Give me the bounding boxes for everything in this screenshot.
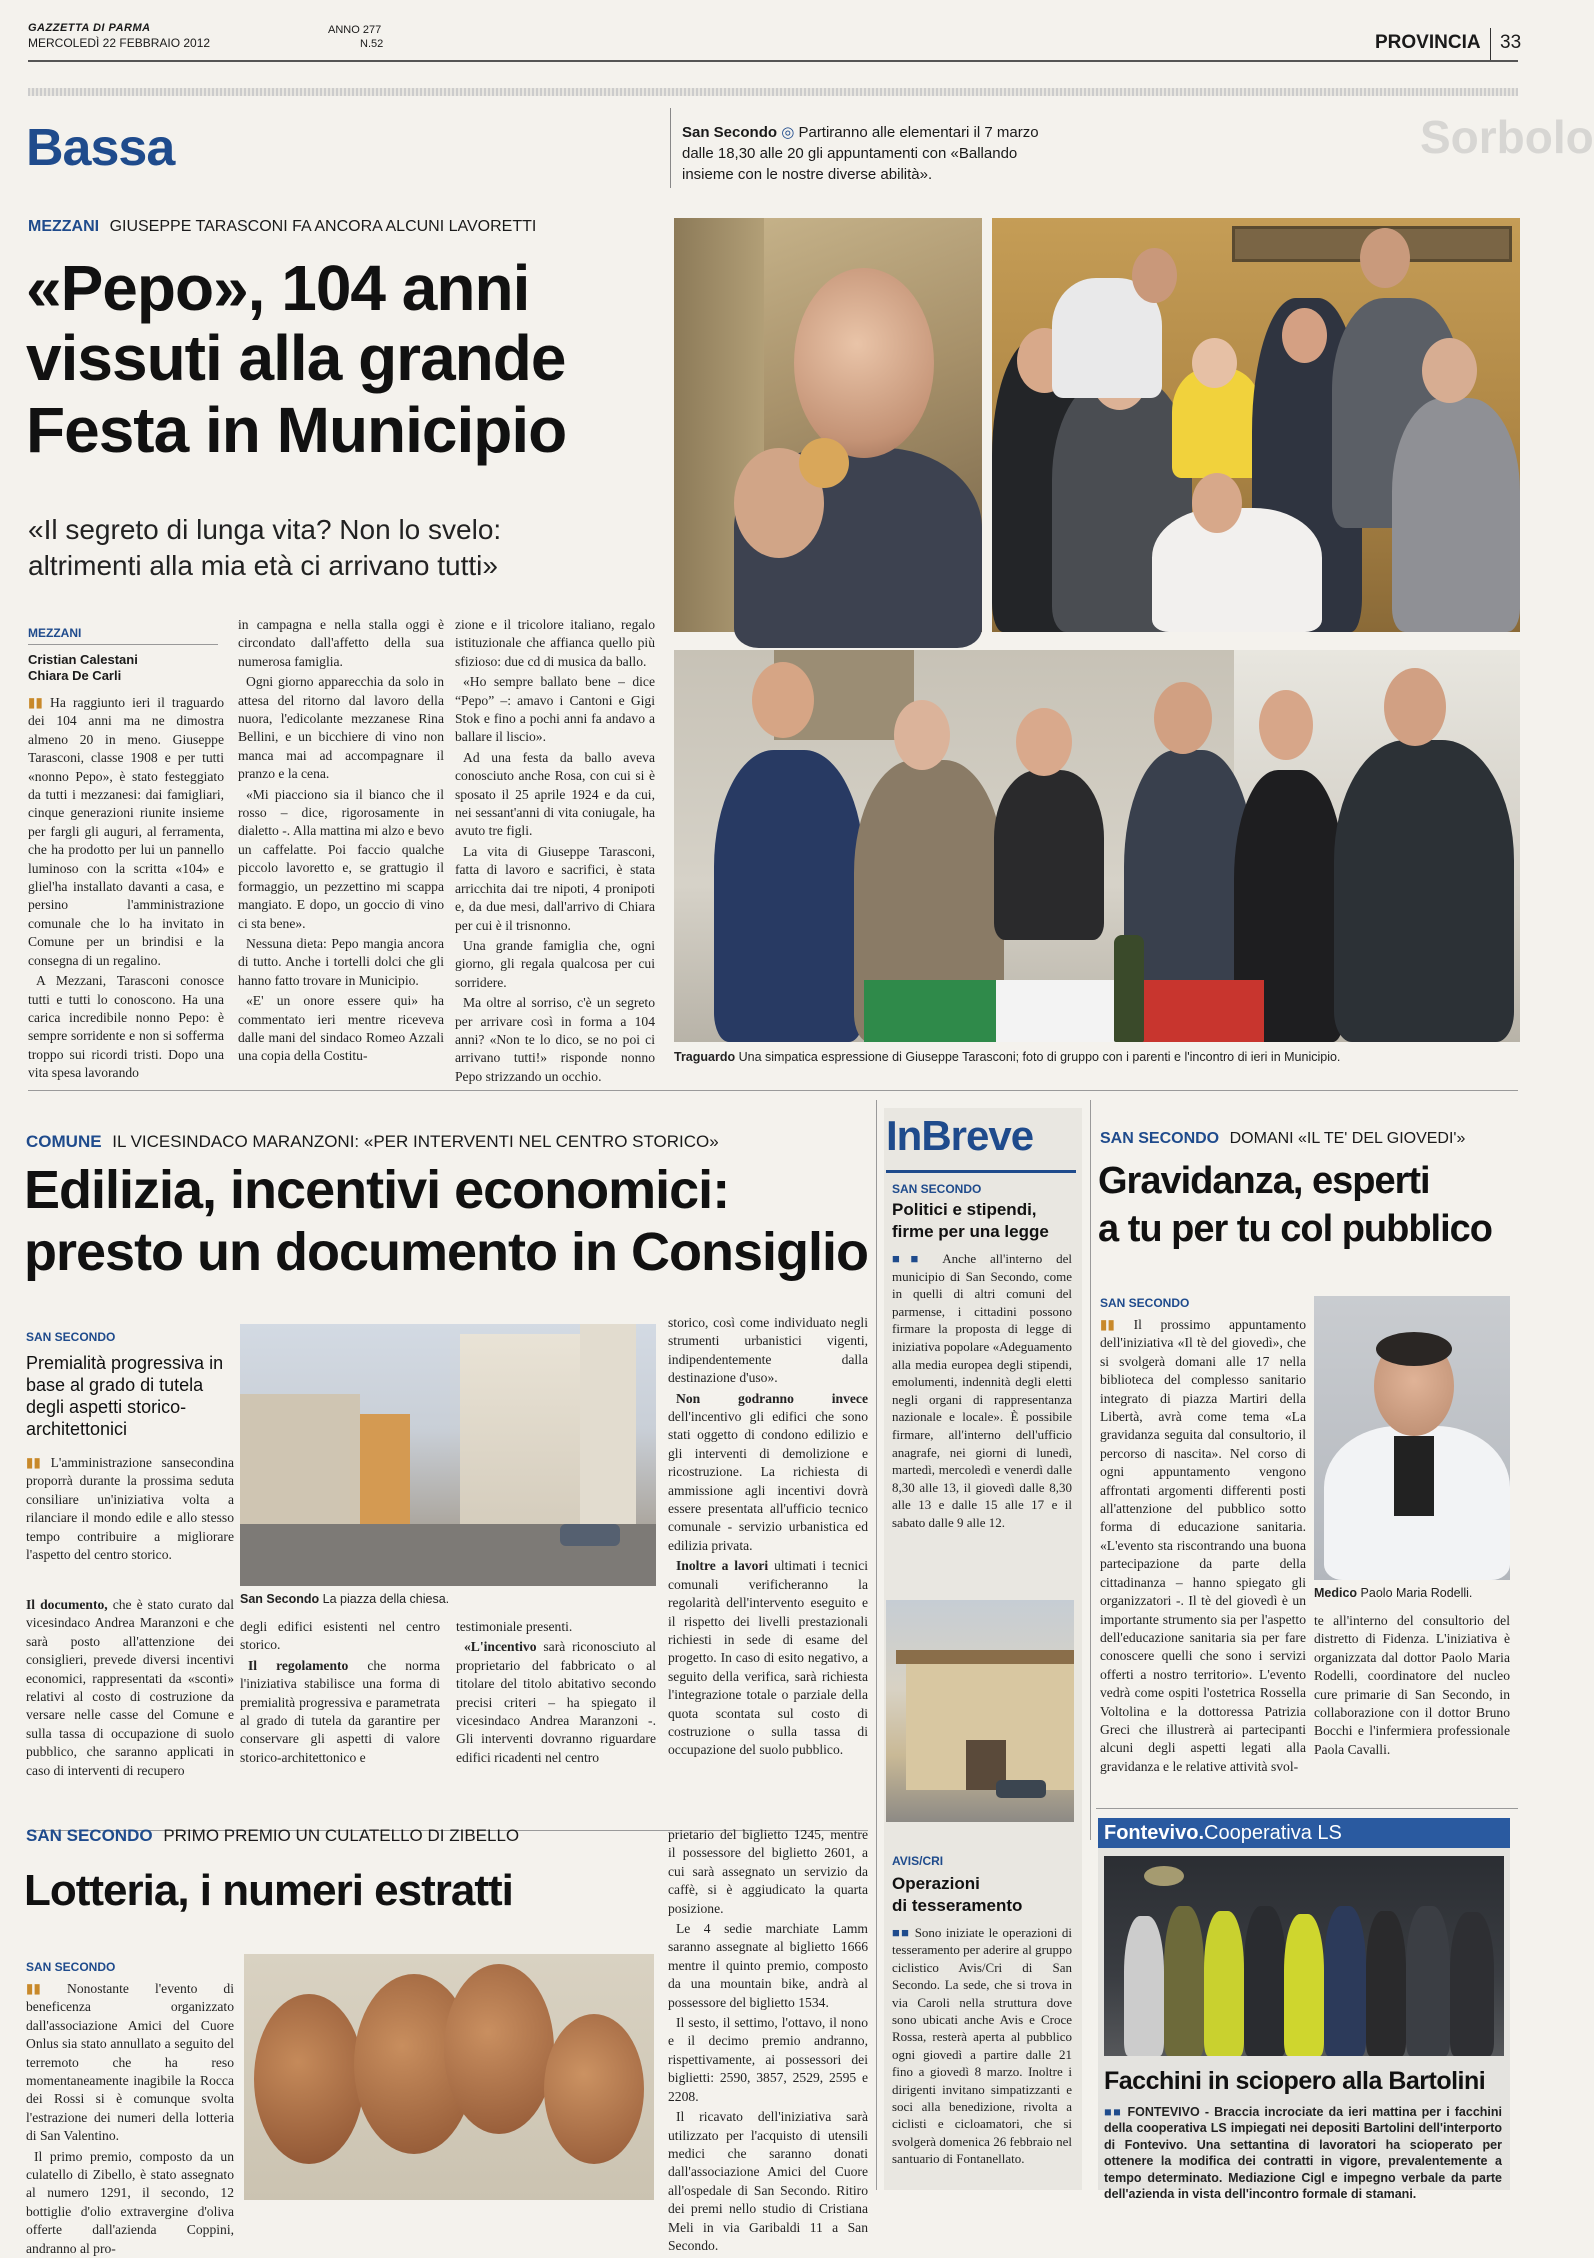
lotteria-body-4: Le 4 sedie marchiate Lamm saranno assegnate al biglietto 1666 mentre il quinto premio, composto da una mountain bike, andrà al possessore del biglietto 1534. xyxy=(668,1921,868,2010)
pepo-subhead-2: altrimenti alla mia età ci arrivano tutti» xyxy=(28,550,498,581)
edilizia-body2b-bold: Il regolamento xyxy=(248,1657,349,1673)
pepo-byline-place: MEZZANI xyxy=(28,626,82,640)
page-number: 33 xyxy=(1500,32,1522,53)
striker-5 xyxy=(1284,1914,1324,2056)
doctor-shirt xyxy=(1394,1436,1434,1516)
edilizia-side-text: ▮▮ L'amministrazione sansecondina proporrà durante la prossima seduta consiliare un'iniziativa volta a rilanciare il mondo edile e allo stesso tempo contribuire a migliorare l'aspetto del centro storico. xyxy=(26,1455,234,1563)
photo-strike xyxy=(1104,1856,1504,2056)
gravidanza-body-1: Il prossimo appuntamento dell'iniziativa «Il tè del giovedì», che si svolgerà domani alle 17 nella biblioteca del complesso sanitario integrato di piazza Martiri della Libertà, avrà come tema «La gravidanza seguita dal consultorio, il percorso di nascita». Nel corso di ogni appuntamento vengono affrontati argomenti differenti posti all'attenzione del pubblico sotto forma di educazione sanitaria. «L'evento sta riscontrando una buona partecipazione da parte della cittadinanza – hanno spiegato gli organizzatori -. Il tè del giovedì è un importante strumento sia per l'aspetto dell'educazione sanitaria sia per fare conoscere quelli che sono i servizi offerti a nostro territorio». L'evento vedrà come ospiti l'ostetrica Rossella Voltolina e la dottoressa Patrizia Greci che illustrerà ai partecipanti alcuni degli aspetti legati alla gravidanza e le relative attività svol- xyxy=(1100,1317,1306,1774)
pepo-kicker xyxy=(28,218,536,236)
photo-family xyxy=(992,218,1520,632)
notice-text: Partiranno alle elementari il 7 marzo dalle 18,30 alle 20 gli appuntamenti con «Ballando insieme con le nostre diverse abilità». xyxy=(682,124,1039,183)
photo-church-square xyxy=(240,1324,656,1586)
family-face-child xyxy=(1192,338,1237,388)
pepo-col3-p2: «Ho sempre ballato bene – dice “Pepo” –: amavo i Cantoni e Gigi Stok e fino a pochi anni fa andavo a ballare il liscio». xyxy=(455,674,655,745)
pepo-headline-2: vissuti alla grande xyxy=(26,322,566,394)
lotteria-kicker-text: PRIMO PREMIO UN CULATELLO DI ZIBELLO xyxy=(163,1826,520,1845)
pepo-headline-3: Festa in Municipio xyxy=(26,394,567,466)
building-orange xyxy=(360,1414,410,1524)
edilizia-body3b-bold: «L'incentivo xyxy=(464,1639,537,1655)
inbreve-left-rule xyxy=(876,1100,877,2190)
family-face-5 xyxy=(1360,228,1410,288)
muni-mayor xyxy=(714,750,864,1042)
pepo-face xyxy=(794,268,934,458)
edilizia-body4-text: storico, così come individuato negli strumenti urbanistici vigenti, indipendentemente dalla destinazione d'uso». xyxy=(668,1315,868,1386)
muni-woman-1 xyxy=(994,770,1104,940)
parked-car xyxy=(560,1524,620,1546)
culatello-1 xyxy=(254,1994,364,2164)
muni-face-mayor xyxy=(752,662,814,738)
family-mother xyxy=(1152,508,1322,632)
lotteria-body-6: Il ricavato dell'iniziativa sarà utilizzato per l'acquisto di utensili medici che saranno donati dall'associazione Amici del Cuore all'ospedale di San Secondo. Ritiro dei premi nello studio di Cristiana Meli in via Garibaldi 11 a San Secondo. xyxy=(668,2109,868,2253)
pepo-col3-p4: La vita di Giuseppe Tarasconi, fatta di lavoro e sacrifici, è stata arricchita dai tre nipoti, 4 pronipoti e, da due mesi, dall'arrivo di Chiara per cui è il trisnonno. xyxy=(455,843,655,933)
lotteria-col-2 xyxy=(668,1826,868,2253)
striker-6 xyxy=(1324,1906,1366,2056)
pepo-column-3 xyxy=(455,616,655,1084)
strike-light xyxy=(1144,1866,1184,1886)
pepo-col3-p3: Ad una festa da ballo aveva conosciuto anche Rosa, con cui si è sposato il 25 aprile 1924 e da cui, nei sessant'anni di vita coniugale, ha avuto tre figli. xyxy=(455,749,655,839)
lotteria-body-3: prietario del biglietto 1245, mentre il possessore del biglietto 2601, a cui sarà assegnato un servizio da caffè, si è aggiudicato la quarta posizione. xyxy=(668,1827,868,1916)
striker-2 xyxy=(1164,1906,1204,2056)
lotteria-headline: Lotteria, i numeri estratti xyxy=(24,1866,513,1915)
inbreve-text-2: ■■ Sono iniziate le operazioni di tesseramento per aderire al gruppo ciclistico Avis/Cri di San Secondo. La sede, che si trova in via Caroli nella struttura dove sono ubicati anche Avis e Croce Rossa, resterà aperta al pubblico ogni giovedì a partire dalle 21 fino a giovedì 8 marzo. Inoltre i dirigenti invitano simpatizzanti e soci alla benedizione, rivolta a ciclisti e cicloamatori, che si svolgerà domenica 26 febbraio nel santuario di Fontanellato. xyxy=(892,1925,1072,2167)
edilizia-caption-text: La piazza della chiesa. xyxy=(322,1592,450,1606)
pepo-caption-bold: Traguardo xyxy=(674,1050,736,1064)
edilizia-headline-1: Edilizia, incentivi economici: xyxy=(24,1160,730,1220)
issue-number: N.52 xyxy=(360,38,384,50)
muni-face-man-3 xyxy=(1384,668,1446,746)
pepo-author-1: Cristian Calestani xyxy=(28,652,138,667)
pepo-column-1: ▮▮ Ha raggiunto ieri il traguardo dei 104 anni ma ne dimostra almeno 20 in meno. Giuseppe Tarasconi, classe 1908 e per tutti «nonno Pepo», è stato festeggiato da tutti i mezzanesi: dai famigliari, cinque generazioni riunite insieme per fargli gli auguri, al ferramenta, che ha prodotto per lui un pannello luminoso con la scritta «104» e gliel'ha installato davanti a casa, e persino l'amministrazione comunale che lo ha invitato in Comune per un brindisi e la consegna di un regalino. A Mezzani, Tarasconi conosce tutti e tutti lo conoscono. Ha una carica incredibile nonno Pepo: è sempre sorridente e non si sofferma troppo sui ricordi tristi. Dopo una vita spesa lavorando xyxy=(28,694,224,1064)
doctor-hair xyxy=(1376,1332,1452,1366)
edilizia-body2b-text: che norma l'iniziativa stabilisce una forma di premialità progressiva e parametrata al grado di tutela da garantire per conservare gli aspetti di valore storico-architettonico e xyxy=(240,1657,440,1765)
culatello-4 xyxy=(544,2014,644,2164)
lower-rule-right xyxy=(1096,1808,1518,1809)
edilizia-side-body: L'amministrazione sansecondina proporrà durante la prossima seduta consiliare un'iniziativa volta a rilanciare il mondo edile e allo stesso tempo contribuire a migliorare l'aspetto del centro storico. xyxy=(26,1455,234,1563)
edilizia-side-place: SAN SECONDO xyxy=(26,1330,116,1344)
fontevivo-band-text: Cooperativa LS xyxy=(1204,1822,1342,1844)
edilizia-side-title: Premialità progressiva in base al grado di tutela degli aspetti storico-architettonici xyxy=(26,1353,224,1439)
lotteria-col-1: ▮▮ Nonostante l'evento di beneficenza organizzato dall'associazione Amici del Cuore Onlus sia stato annullato a seguito del terremoto che ha reso momentaneamente inagibile la Rocca dei Rossi si è comunque svolta l'estrazione dei numeri della lotteria di San Valentino. Il primo premio, composto da un culatello di Zibello, è stato assegnato al numero 1291, il secondo, 12 bottiglie d'olio extravergine d'oliva offerte dall'azienda Coppini, andranno al pro- xyxy=(26,1980,234,2202)
gravidanza-body-2: te all'interno del consultorio del distretto di Fidenza. L'iniziativa è organizzata dal dottor Paolo Maria Rodelli, coordinatore del nucleo cure primarie di San Secondo, in collaborazione con il dottor Bruno Bocchi e l'infermiera professionale Paola Cavalli. xyxy=(1314,1613,1510,1757)
inbreve-head-1: Politici e stipendi, xyxy=(892,1200,1037,1219)
area-title: Bassa xyxy=(26,119,175,177)
edilizia-body4b-text: dell'incentivo gli edifici che sono stati oggetto di condono edilizio e gli interventi di demolizione e ricostruzione. La richiesta di ammissione agli incentivi dovrà essere presentata all'ufficio tecnico comunale - servizio urbanistica ed edilizia privata. xyxy=(668,1409,868,1553)
inbreve-title-rule xyxy=(886,1170,1076,1173)
issue-date: MERCOLEDÌ 22 FEBBRAIO 2012 xyxy=(28,36,211,50)
edilizia-caption xyxy=(240,1592,656,1606)
edilizia-headline-2: presto un documento in Consiglio xyxy=(24,1222,868,1282)
gravidanza-headline-2: a tu per tu col pubblico xyxy=(1098,1208,1492,1250)
gravidanza-headline-1: Gravidanza, esperti xyxy=(1098,1160,1430,1202)
pepo-author-2: Chiara De Carli xyxy=(28,668,122,683)
lotteria-body-5: Il sesto, il settimo, l'ottavo, il nono e il decimo premio andranno, rispettivamente, ai possessori dei biglietti: 2590, 3857, 2529, 2595 e 2208. xyxy=(668,2015,868,2104)
striker-8 xyxy=(1406,1906,1450,2056)
inbreve-body-2: Sono iniziate le operazioni di tesseramento per aderire al gruppo ciclistico Avis/Cri di San Secondo. La sede, che si trova in via Caroli nella struttura dove sono ubicati anche Avis e Croce Rossa, resterà aperta al pubblico ogni giovedì a partire dalle 21 fino a giovedì 8 marzo. Inoltre i dirigenti invitano simpatizzanti e soci alla benedizione, rivolta a ciclisti e cicloamatori, che si svolgerà domenica 26 febbraio nel santuario di Fontanellato. xyxy=(892,1925,1072,2167)
gravidanza-kicker xyxy=(1100,1130,1465,1148)
edilizia-body1-bold: Il documento, xyxy=(26,1597,108,1612)
pepo-col1-p2: A Mezzani, Tarasconi conosce tutti e tutti lo conoscono. Ha una carica incredibile nonno Pepo: è sempre sorridente e non si sofferma troppo sui ricordi tristi. Dopo una vita spesa lavorando xyxy=(28,973,224,1081)
edilizia-body4c-text: ultimati i tecnici comunali verificheranno la regolarità dell'intervento eseguito e il rispetto dei livelli prestazionali richiesti in sede di esame del progetto. In caso di esito negativo, a seguito della verifica, sarà richiesta l'integrazione totale o parziale della quota scontata sul costo di costruzione o sulla tassa di occupazione del suolo pubblico. xyxy=(668,1558,869,1758)
lotteria-kicker xyxy=(26,1826,519,1846)
fontevivo-band-label xyxy=(1104,1822,1342,1845)
table-flag xyxy=(864,980,1264,1042)
culatello-3 xyxy=(444,1964,554,2134)
lotteria-place: SAN SECONDO xyxy=(26,1960,116,1974)
pepo-kicker-text: GIUSEPPE TARASCONI FA ANCORA ALCUNI LAVORETTI xyxy=(109,218,537,235)
edilizia-body2-text: degli edifici esistenti nel centro storico. xyxy=(240,1619,440,1653)
fontevivo-place: FONTEVIVO xyxy=(1127,2105,1200,2119)
section-name: PROVINCIA xyxy=(1375,32,1481,53)
edilizia-body4c-bold: Inoltre a lavori xyxy=(676,1558,769,1574)
edilizia-kicker xyxy=(26,1132,719,1152)
inbreve-head-4: di tesseramento xyxy=(892,1896,1023,1915)
photo-municipio-building xyxy=(886,1600,1074,1822)
edilizia-body4b-bold: Non godranno invece xyxy=(676,1390,868,1406)
inbreve-right-rule xyxy=(1090,1100,1091,1840)
fontevivo-band-place: Fontevivo. xyxy=(1104,1822,1205,1844)
family-person-6 xyxy=(1392,398,1520,632)
fontevivo-text: ■■ FONTEVIVO - Braccia incrociate da ieri mattina per i facchini della cooperativa LS impiegati nei depositi Bartolini dell'interporto di Fontevivo. Una settantina di lavoratori ha scioperato per ottenere la modifica dei contratti in vigore, prevalentemente a tempo determinato. Mediazione Cigl e impegno verbale da parte dell'azienda in vista dell'incontro formale di stamani. xyxy=(1104,2105,1503,2202)
muni-face-woman-2 xyxy=(1259,690,1313,760)
pepo-col2-p2: Ogni giorno apparecchia da solo in attesa del ritorno dal lavoro della nuora, l'edicolante mezzanese Rina Bellini, e un bicchiere di vino non manca mai ad accompagnare il pranzo e la cena. xyxy=(238,674,444,782)
inbreve-place: SAN SECONDO xyxy=(892,1182,982,1196)
photo-municipio xyxy=(674,650,1520,1042)
photo-culatello xyxy=(244,1954,654,2200)
muni-face-pepo xyxy=(894,700,950,770)
edilizia-body-4 xyxy=(668,1314,868,1768)
lotteria-kicker-place: SAN SECONDO xyxy=(26,1826,153,1845)
inbreve-place-2: AVIS/CRI xyxy=(892,1854,944,1868)
town-car xyxy=(996,1780,1046,1798)
muni-face-woman-1 xyxy=(1016,708,1072,776)
edilizia-body3b-text: sarà riconosciuto al proprietario del fabbricato o al titolare del titolo abitativo secondo precisi criteri – ha spiegato il vicesindaco Andrea Maranzoni -. Gli interventi dovranno riguardare edifici ricadenti nel centro xyxy=(456,1639,656,1765)
inbreve-head-3: Operazioni xyxy=(892,1874,980,1893)
edilizia-body-1 xyxy=(26,1596,234,1818)
byline-rule xyxy=(28,644,218,645)
gravidanza-text-2 xyxy=(1314,1612,1510,1822)
pepo-col3-p1: zione e il tricolore italiano, regalo istituzionale che affianca quello più sfizioso: due cd di musica da ballo. xyxy=(455,617,655,669)
gravidanza-text-1: ▮▮ Il prossimo appuntamento dell'iniziativa «Il tè del giovedì», che si svolgerà domani alle 17 nella biblioteca del complesso sanitario integrato di piazza Martiri della Libertà, avrà come tema «La gravidanza seguita dal consultorio, il percorso di nascita». Nel corso di ogni appuntamento vengono affrontati argomenti differenti posti all'attenzione del pubblico sotto forma di educazione sanitaria. «L'evento sta riscontrando una buona partecipazione da parte della cittadinanza – hanno spiegato gli organizzatori -. Il tè del giovedì è un importante strumento sia per l'aspetto dell'educazione sanitaria sia per fare conoscere quelli che sono i servizi offerti a nostro territorio». L'evento vedrà come ospiti l'ostetrica Rossella Voltolina e la dottoressa Patrizia Greci che illustrerà ai partecipanti alcuni degli aspetti legati alla gravidanza e le relative attività svol- xyxy=(1100,1317,1306,1774)
gravidanza-caption xyxy=(1314,1586,1510,1600)
notice-divider xyxy=(670,108,671,188)
pepo-col3-p6: Ma oltre al sorriso, c'è un segreto per arrivare così in forma a 104 anni? «Non te lo dico, se no poi ci arrivano tutti!» risponde nonno Pepo strizzando un occhio. xyxy=(455,995,655,1084)
church-tower xyxy=(580,1324,636,1534)
inbreve-body: Anche all'interno del municipio di San Secondo, come in quelli di altri comuni del parmense, i cittadini possono firmare la proposta di legge di iniziativa popolare «Adeguamento alla media europea degli stipendi, emolumenti, indennità degli eletti negli organi di rappresentanza nazionale e locale». È possibile firmare, all'interno dell'ufficio anagrafe, nei giorni di lunedì, martedì, mercoledì e venerdì dalle 8,30 alle 13, il giovedì dalle 8,30 alle 13 e dalle 15 alle 17 e il sabato dalle 9 alle 12. xyxy=(892,1251,1072,1530)
family-face-3 xyxy=(1132,248,1177,303)
fontevivo-body: Braccia incrociate da ieri mattina per i facchini della cooperativa LS impiegati nei depositi Bartolini dell'interporto di Fontevivo. Una settantina di lavoratori ha scioperato per ottenere la modifica dei contratti in vigore, prevalentemente a tempo determinato. Mediazione Cigl e impegno verbale da parte dell'azienda in vista dell'incontro formale di stamani. xyxy=(1104,2105,1503,2202)
family-face-mother xyxy=(1192,473,1242,533)
striker-1 xyxy=(1124,1916,1164,2056)
inbreve-text: ■■ Anche all'interno del municipio di San Secondo, come in quelli di altri comuni del parmense, i cittadini possono firmare la proposta di legge di iniziativa popolare «Adeguamento alla media europea degli stipendi, emolumenti, indennità degli eletti negli organi di rappresentanza nazionale e locale». È possibile firmare, all'interno dell'ufficio anagrafe, nei giorni di lunedì, martedì, mercoledì e venerdì dalle 8,30 alle 13, il giovedì dalle 8,30 alle 13 e dalle 15 alle 17 e il sabato dalle 9 alle 12. xyxy=(892,1251,1072,1530)
section-divider xyxy=(1490,28,1491,62)
gravidanza-caption-text: Paolo Maria Rodelli. xyxy=(1360,1586,1473,1600)
lotteria-body-1: Nonostante l'evento di beneficenza organizzato dall'associazione Amici del Cuore Onlus sia stato annullato a seguito del terremoto che ha reso momentaneamente inagibile la Rocca dei Rossi si è comunque svolta l'estrazione dei numeri della lotteria di San Valentino. xyxy=(26,1981,234,2144)
edilizia-kicker-place: COMUNE xyxy=(26,1132,102,1151)
fontevivo-headline: Facchini in sciopero alla Bartolini xyxy=(1104,2067,1486,2095)
area-notice: San Secondo ◎ Partiranno alle elementari il 7 marzo dalle 18,30 alle 20 gli appuntamenti con «Ballando insieme con le nostre diverse abilità». xyxy=(682,124,1039,183)
striker-3 xyxy=(1204,1911,1244,2056)
paper-name: GAZZETTA DI PARMA xyxy=(28,22,151,34)
notice-place: San Secondo xyxy=(682,124,778,141)
edilizia-body1-text: che è stato curato dal vicesindaco Andrea Maranzoni e che sarà posto all'attenzione dei consiglieri, prevede diversi incentivi economici, rappresentati da «sconti» relativi al costo di costruzione da versare nelle casse del Comune e sulla tassa di occupazione di suolo pubblico, che saranno applicati in caso di interventi di recupero xyxy=(26,1597,234,1778)
pepo-col3-p5: Una grande famiglia che, ogni giorno, gli regala qualcosa per cui sorridere. xyxy=(455,937,655,990)
lotteria-body-2: Il primo premio, composto da un culatello di Zibello, è stato assegnato al numero 1291, il secondo, 12 bottiglie d'olio extravergine d'oliva offerte dall'azienda Coppini, andranno al pro- xyxy=(26,2148,234,2256)
edilizia-body-2 xyxy=(240,1618,440,1818)
gravidanza-caption-bold: Medico xyxy=(1314,1586,1358,1600)
pepo-headline-1: «Pepo», 104 anni xyxy=(26,252,530,324)
gravidanza-kicker-text: DOMANI «IL TE' DEL GIOVEDI'» xyxy=(1229,1130,1466,1147)
header-rule-2 xyxy=(28,88,1518,96)
striker-9 xyxy=(1450,1912,1494,2056)
header-rule xyxy=(28,60,1518,62)
pepo-subhead-1: «Il segreto di lunga vita? Non lo svelo: xyxy=(28,514,502,545)
edilizia-kicker-text: IL VICESINDACO MARANZONI: «PER INTERVENTI NEL CENTRO STORICO» xyxy=(112,1132,719,1151)
family-face-6 xyxy=(1422,338,1477,403)
edilizia-body3-text: testimoniale presenti. xyxy=(456,1619,573,1634)
bottle xyxy=(1114,935,1144,1042)
pepo-col2-p4: Nessuna dieta: Pepo mangia ancora di tutto. Anche i tortelli dolci che gli hanno fatto trovare in Municipio. xyxy=(238,935,444,988)
gravidanza-kicker-place: SAN SECONDO xyxy=(1100,1130,1220,1147)
family-face-4 xyxy=(1282,308,1327,363)
apple xyxy=(799,438,849,488)
pepo-caption xyxy=(674,1050,1520,1064)
town-hall-roof xyxy=(896,1650,1074,1664)
issue-year: ANNO 277 xyxy=(328,24,382,36)
edilizia-body-3 xyxy=(456,1618,656,1818)
pepo-col2-p5: «E' un onore essere qui» ha commentato ieri mentre riceveva dalle mani del sindaco Romeo Azzali una copia della Costitu- xyxy=(238,993,444,1064)
photo-pepo-portrait xyxy=(674,218,982,632)
pepo-col2-p1: in campagna e nella stalla oggi è circondato dall'affetto della sua numerosa famiglia. xyxy=(238,617,444,669)
pepo-kicker-place: MEZZANI xyxy=(28,218,100,235)
gravidanza-place: SAN SECONDO xyxy=(1100,1296,1190,1310)
inbreve-title: InBreve xyxy=(886,1112,1034,1159)
faded-logo: Sorbolo xyxy=(1420,111,1594,163)
photo-doctor xyxy=(1314,1296,1510,1580)
pepo-col1-p1: Ha raggiunto ieri il traguardo dei 104 anni ma ne dimostra almeno 20 in meno. Giuseppe Tarasconi, classe 1908 e per tutti «nonno Pepo», è stato festeggiato da tutti i mezzanesi: dai famigliari, cinque generazioni riunite insieme per fargli gli auguri, al ferramenta, che ha prodotto per lui un pannello luminoso con la scritta «104» e gliel'ha installato davanti a casa, e persino l'amministrazione comunale che lo ha invitato in Comune per un brindisi e la consegna di un regalino. xyxy=(28,695,225,968)
pepo-column-2 xyxy=(238,616,444,1062)
muni-face-man-2 xyxy=(1154,682,1212,754)
striker-4 xyxy=(1244,1906,1286,2056)
inbreve-head-2: firme per una legge xyxy=(892,1222,1049,1241)
pepo-caption-text: Una simpatica espressione di Giuseppe Tarasconi; foto di gruppo con i parenti e l'incontro di ieri in Municipio. xyxy=(738,1050,1341,1064)
muni-man-3 xyxy=(1334,740,1514,1042)
building-left xyxy=(240,1394,360,1524)
edilizia-caption-bold: San Secondo xyxy=(240,1592,320,1606)
striker-7 xyxy=(1366,1911,1406,2056)
mid-rule xyxy=(28,1090,1518,1091)
pepo-col2-p3: «Mi piacciono sia il bianco che il rosso – dice, rigorosamente in dialetto -. Alla mattina mi alzo e bevo un caffelatte. Poi faccio qualche piccolo lavoretto e, se grattugio il formaggio, un pezzettino mi scappa mangiato. E dopo, un goccio di vino ci sta bene». xyxy=(238,786,444,931)
